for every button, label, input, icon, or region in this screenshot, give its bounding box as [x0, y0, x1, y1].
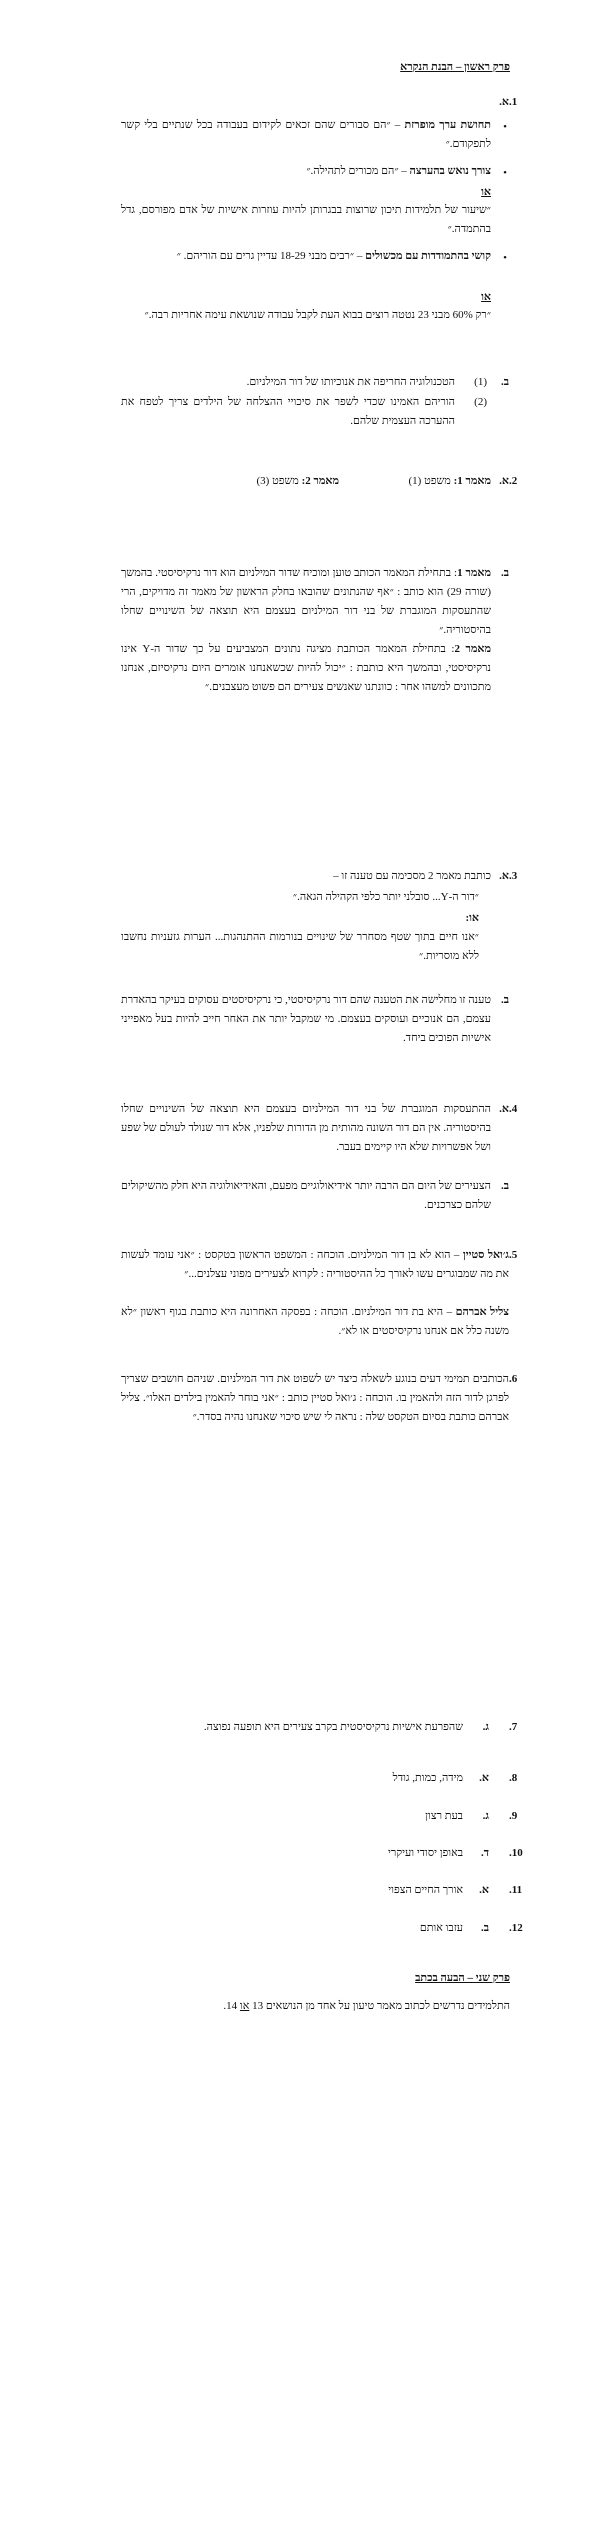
q9-answer: בעת רצון [425, 1810, 463, 1822]
bullet-icon: • [503, 121, 507, 133]
q6-text: הכותבים תמימי דעים בנוגע לשאלה כיצד יש לשפוט את דור המילניום. שניהם חושבים שצריך לפרגן לדור הזה ולהאמין בו. הוכחה : ג׳ואל סטיין כותב : ״אני בוחר להאמין בילדים האלו״. צליל אברהם כותבת בסיום הטקסט שלה : נראה לי שיש סיכוי שאנחנו נהיה בסדר.״ [121, 1373, 509, 1423]
q5-stein: ג׳ואל סטיין – הוא לא בן דור המילניום. הוכחה : המשפט הראשון בטקסט : ״אני עומד לעשות את מה שמבוגרים עשו לאורך כל ההיסטוריה : לקרוא לצעירים מפוני עצלנים...״ [121, 1249, 510, 1280]
q1-bullet-2-alt: ״שיעור של תלמידות תיכון שרוצות בבגרותן להיות עוזרות אישיות של אדם מפורסם, גדל בהתמדה.״ [121, 204, 491, 235]
q11-number: 11. [509, 1884, 523, 1896]
q12-number: 12. [509, 1922, 523, 1934]
q2-b-article-1: מאמר 1: בתחילת המאמר הכותב טוען ומוכיח שדור המילניום הוא דור נרקיסיסטי. בהמשך (שורה 29) הוא כותב : ״אף שהנתונים שהובאו בחלק הראשון של מאמר זה מדויקים, הרי שהתעסקות המוגברת של בני דור המילניום בעצמם היא תוצאה של השינויים שחלו בהיסטוריה.״ [121, 567, 491, 636]
bullet-icon: • [503, 167, 507, 179]
q7-text: שהפרעת אישיות נרקיסיסטית בקרב צעירים היא תופעה נפוצה. [203, 1721, 463, 1733]
q3-number: 3. [509, 870, 518, 882]
q8-letter: א. [479, 1772, 489, 1784]
q3-b-letter: ב. [500, 994, 509, 1006]
q1-b-item-2-number: (2) [474, 396, 487, 408]
q11-answer: אורך החיים הצפוי [388, 1884, 463, 1896]
q7-letter: ג. [482, 1721, 489, 1733]
q4-number: 4. [509, 1103, 518, 1115]
q3-a-or: או: [465, 912, 479, 924]
q2-a-letter: א. [499, 475, 509, 487]
q2-a-article-1: מאמר 1: משפט (1) [408, 475, 491, 487]
q4-a-letter: א. [499, 1103, 509, 1115]
q1-bullet-2-or: או [481, 186, 491, 198]
part1-title: פרק ראשון – הבנת הנקרא [400, 61, 510, 73]
q3-b-text: טענה זו מחלישה את הטענה שהם דור נרקיסיסטי, כי נרקיסיסטים עסוקים בעיקר בהאדרת עצמם, הם אנוכיים ועוסקים בעצמם. מי שמקבל יותר את האחר חייב להיות בעל מאפייני אישיות הפוכים ביחד. [121, 994, 491, 1044]
q1-bullet-3-alt: ״רק 60% מבני 23 נטטה רוצים בבוא העת לקבל עבודה שנושאת עימה אחריות רבה.״ [144, 309, 491, 321]
q4-b-text: הצעירים של היום הם הרבה יותר אידיאולוגיים מפעם, והאידיאולוגיה היא חלק מהשיקולים שלהם כצרכנים. [121, 1180, 491, 1211]
q1-bullet-2: צורך נואש בהערצה – ״הם מכורים לתהילה.״ [306, 165, 491, 177]
q1-bullet-3-or: או [481, 291, 491, 303]
q2-a-article-2: מאמר 2: משפט (3) [256, 475, 339, 487]
q1-b-letter: ב. [500, 376, 509, 388]
q1-b-item-2: הוריהם האמינו שכדי לשפר את סיכויי ההצלחה של הילדים צריך לטפח את ההערכה העצמית שלהם. [121, 396, 455, 427]
q1-number: 1. [509, 96, 518, 108]
q9-number: 9. [509, 1810, 518, 1822]
q3-a-quote-1: ״דור ה-Y... סובלני יותר כלפי הקהילה הגאה.״ [292, 891, 479, 903]
q2-b-letter: ב. [500, 567, 509, 579]
q7-number: 7. [509, 1721, 518, 1733]
q3-a-quote-2: ״אנו חיים בתוך שטף מסחרר של שינויים בנורמות ההתנהגות... הערות גזעניות נחשבו ללא מוסריות.״ [121, 931, 479, 962]
q12-letter: ב. [480, 1922, 489, 1934]
q4-b-letter: ב. [500, 1180, 509, 1192]
part2-title: פרק שני – הבעה בכתב [415, 1972, 510, 1984]
q9-letter: ג. [482, 1810, 489, 1822]
q3-a-intro: כותבת מאמר 2 מסכימה עם טענה זו – [333, 870, 491, 882]
q8-answer: מידה, כמות, גודל [392, 1772, 463, 1784]
q1-bullet-1: תחושת ערך מופרזת – ״הם סבורים שהם זכאים לקידום בעבודה בכל שנתיים בלי קשר לתפקודם.״ [121, 119, 491, 150]
q1-a-letter: א. [499, 96, 509, 108]
q2-b-article-2: מאמר 2: בתחילת המאמר הכותבת מציגה נתונים המצביעים על כך שדור ה-Y אינו נרקיסיסטי, ובהמשך היא כותבת : ״יכול להיות שכשאנחנו אומרים היום נרקיסיזם, אנחנו מתכוונים למשהו אחר : כוונתנו שאנשים צעירים הם פשוט מעצבנים.״ [121, 643, 491, 693]
q1-b-item-1-number: (1) [474, 376, 487, 388]
q5-number: 5. [509, 1249, 518, 1261]
q5-abraham: צליל אברהם – היא בת דור המילניום. הוכחה : בפסקה האחרונה היא כותבת בגוף ראשון ״לא משנה כלל אם אנחנו נרקיסיסטים או לא״. [121, 1306, 509, 1337]
q10-number: 10. [509, 1847, 523, 1859]
q10-answer: באופן יסודי ועיקרי [387, 1847, 463, 1859]
q3-a-letter: א. [499, 870, 509, 882]
q2-number: 2. [509, 475, 518, 487]
q6-number: 6. [509, 1373, 518, 1385]
bullet-icon: • [503, 252, 507, 264]
q1-b-item-1: הטכנולוגיה החריפה את אנוכיותו של דור המילניום. [246, 376, 455, 388]
q10-letter: ד. [480, 1847, 489, 1859]
part2-instructions: התלמידים נדרשים לכתוב מאמר טיעון על אחד מן הנושאים 13 או 14. [223, 2000, 510, 2012]
q12-answer: עזבו אותם [419, 1922, 463, 1934]
q4-a-text: ההתעסקות המוגברת של בני דור המילניום בעצמם היא תוצאה של השינויים שחלו בהיסטוריה. אין הם דור השונה מהותית מן הדורות שלפניו, אלא דור שנולד לעולם של שפע ושל אפשרויות שלא היו קיימים בעבר. [121, 1103, 491, 1153]
q11-letter: א. [479, 1884, 489, 1896]
q8-number: 8. [509, 1772, 518, 1784]
q1-bullet-3: קושי בהתמודדות עם מכשולים – ״רבים מבני 18-29 עדיין גרים עם הוריהם. ״ [176, 250, 491, 262]
